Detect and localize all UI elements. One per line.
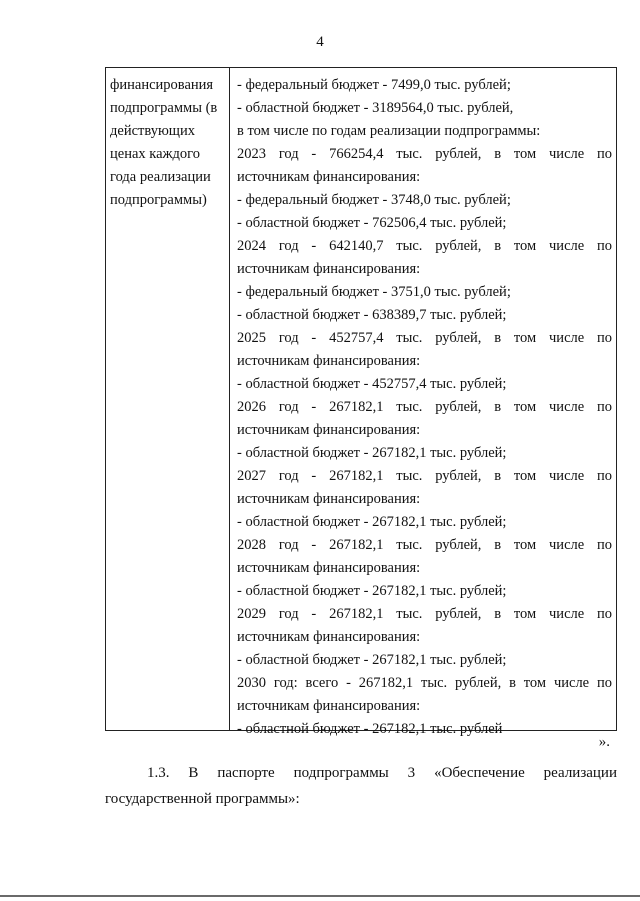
value-line: - областной бюджет - 762506,4 тыс. рублей; [237, 215, 507, 231]
value-line: - областной бюджет - 638389,7 тыс. рублей; [237, 307, 507, 323]
body-paragraph [105, 760, 617, 812]
value-line: в том числе по годам реализации подпрограммы: [237, 123, 541, 139]
value-line: - областной бюджет - 267182,1 тыс. рублей; [237, 583, 507, 599]
value-line: - областной бюджет - 267182,1 тыс. рублей; [237, 445, 507, 461]
value-line: - федеральный бюджет - 3748,0 тыс. рублей; [237, 192, 511, 208]
value-line: источникам финансирования: [237, 560, 421, 576]
value-line: - федеральный бюджет - 7499,0 тыс. рублей; [237, 77, 511, 93]
value-line: 2027 год - 267182,1 тыс. рублей, в том числе по [237, 468, 612, 484]
label-line: года реализации [110, 169, 211, 185]
label-line: финансирования [110, 77, 214, 93]
value-line: 2025 год - 452757,4 тыс. рублей, в том числе по [237, 330, 612, 346]
label-line: ценах каждого [110, 146, 201, 162]
value-line: - областной бюджет - 3189564,0 тыс. рублей, [237, 100, 514, 116]
value-line: 2030 год: всего - 267182,1 тыс. рублей, в том числе по [237, 675, 612, 691]
value-line: 2026 год - 267182,1 тыс. рублей, в том числе по [237, 399, 612, 415]
value-line: 2023 год - 766254,4 тыс. рублей, в том числе по [237, 146, 612, 162]
value-line: - областной бюджет - 267182,1 тыс. рублей; [237, 652, 507, 668]
value-line: - областной бюджет - 267182,1 тыс. рублей; [237, 514, 507, 530]
column-divider [229, 68, 230, 730]
value-line: источникам финансирования: [237, 698, 421, 714]
passport-table [105, 67, 617, 737]
closing-quote: ». [598, 734, 610, 750]
value-line: источникам финансирования: [237, 491, 421, 507]
value-line: - федеральный бюджет - 3751,0 тыс. рублей; [237, 284, 511, 300]
label-line: подпрограммы (в [110, 100, 218, 116]
value-line: источникам финансирования: [237, 353, 421, 369]
page-number: 4 [316, 34, 324, 50]
label-column [110, 74, 228, 212]
label-line: подпрограммы) [110, 192, 207, 208]
value-line: источникам финансирования: [237, 261, 421, 277]
value-line: - областной бюджет - 452757,4 тыс. рублей; [237, 376, 507, 392]
value-line: - областной бюджет - 267182,1 тыс. рублей [237, 721, 503, 737]
value-line: 2029 год - 267182,1 тыс. рублей, в том числе по [237, 606, 612, 622]
paragraph-line: государственной программы»: [105, 791, 300, 807]
value-line: источникам финансирования: [237, 422, 421, 438]
value-line: источникам финансирования: [237, 169, 421, 185]
value-line: источникам финансирования: [237, 629, 421, 645]
scan-bottom-edge [0, 895, 640, 897]
paragraph-line: 1.3. В паспорте подпрограммы 3 «Обеспечение реализации [147, 765, 617, 781]
label-line: действующих [110, 123, 195, 139]
value-column [237, 74, 612, 741]
value-line: 2028 год - 267182,1 тыс. рублей, в том числе по [237, 537, 612, 553]
value-line: 2024 год - 642140,7 тыс. рублей, в том числе по [237, 238, 612, 254]
